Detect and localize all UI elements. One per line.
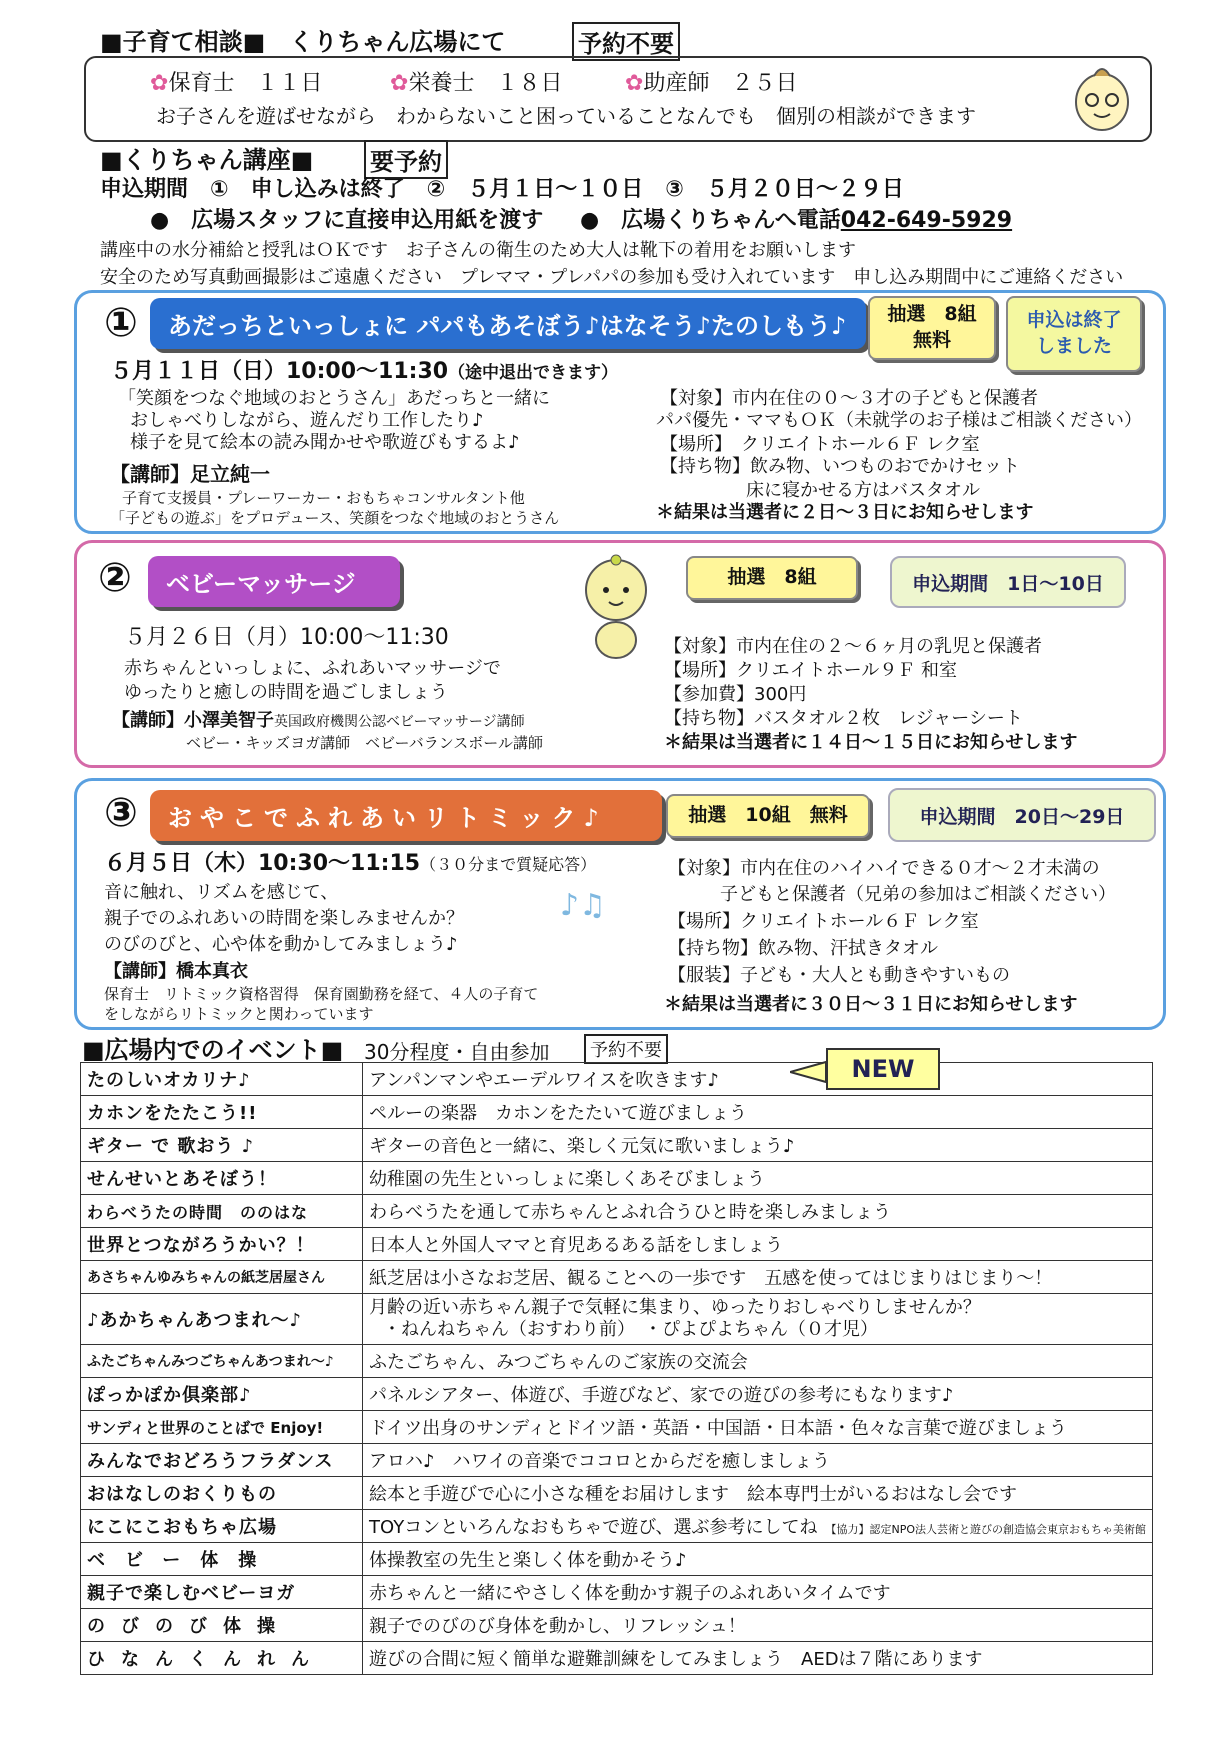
event-desc: 赤ちゃんと一緒にやさしく体を動かす親子のふれあいタイムです xyxy=(363,1576,1153,1609)
table-row xyxy=(81,1162,1153,1195)
event-desc: 絵本と手遊びで心に小さな種をお届けします 絵本専門士がいるおはなし会です xyxy=(363,1477,1153,1510)
event1-result: ＊結果は当選者に２日～３日にお知らせします xyxy=(656,502,1034,523)
consult-title: ■子育て相談■ くりちゃん広場にて xyxy=(100,28,506,56)
event3-desc-2: 親子でのふれあいの時間を楽しみませんか？ xyxy=(104,908,464,929)
event-desc: 体操教室の先生と楽しく体を動かそう♪ xyxy=(363,1543,1153,1576)
course-badge: 要予約 xyxy=(364,140,448,179)
event-name: あさちゃんゆみちゃんの紙芝居屋さん xyxy=(81,1261,363,1294)
event1-status: 申込は終了 しました xyxy=(1006,296,1142,372)
table-row xyxy=(81,1444,1153,1477)
event3-period: 申込期間 20日～29日 xyxy=(888,788,1156,842)
flower-icon: ✿ xyxy=(390,71,409,96)
table-row xyxy=(81,1510,1153,1543)
event2-result: ＊結果は当選者に１４日～１５日にお知らせします xyxy=(664,732,1078,753)
event2-lottery: 抽選 8組 xyxy=(686,556,858,600)
flower-icon: ✿ xyxy=(625,71,644,96)
consult-note: お子さんを遊ばせながら わからないこと困っていることなんでも 個別の相談ができます xyxy=(156,104,976,128)
event-desc: わらべうたを通して赤ちゃんとふれ合うひと時を楽しみましょう xyxy=(363,1195,1153,1228)
event2-date: ５月２６日（月）10:00～11:30 xyxy=(124,625,449,650)
table-row xyxy=(81,1195,1153,1228)
table-row xyxy=(81,1096,1153,1129)
event2-title: ベビーマッサージ xyxy=(148,556,400,607)
consult-badge: 予約不要 xyxy=(572,22,680,61)
event2-lecturer: 【講師】小澤美智子英国政府機関公認ベビーマッサージ講師 xyxy=(112,710,525,731)
event-name: ひなんくんれん xyxy=(81,1642,363,1675)
event-name: 世界とつながろうかい？！ xyxy=(81,1228,363,1261)
event-desc: ギターの音色と一緒に、楽しく元気に歌いましょう♪ xyxy=(363,1129,1153,1162)
events-title: ■広場内でのイベント■ xyxy=(82,1036,344,1064)
table-row xyxy=(81,1543,1153,1576)
event-desc: TOYコンといろんなおもちゃで遊び、選ぶ参考にしてね 【協力】認定NPO法人芸術と遊びの創造協会東京おもちゃ美術館 xyxy=(363,1510,1153,1543)
event1-target-2: パパ優先・ママもＯＫ（未就学のお子様はご相談ください） xyxy=(656,410,1142,431)
event2-place: 【場所】クリエイトホール９Ｆ 和室 xyxy=(664,660,957,681)
event2-period: 申込期間 1日～10日 xyxy=(890,556,1126,608)
event2-desc-1: 赤ちゃんといっしょに、ふれあいマッサージで xyxy=(124,658,501,679)
event2-desc-2: ゆったりと癒しの時間を過ごしましょう xyxy=(124,682,448,703)
table-row xyxy=(81,1294,1153,1345)
event-name: サンディと世界のことばで Enjoy! xyxy=(81,1411,363,1444)
course-note-2: 安全のため写真動画撮影はご遠慮ください プレママ・プレパパの参加も受け入れています 申し込み期間中にご連絡ください xyxy=(100,267,1124,288)
event-desc: 親子でのびのび身体を動かし、リフレッシュ！ xyxy=(363,1609,1153,1642)
event-desc: アンパンマンやエーデルワイスを吹きます♪ xyxy=(363,1063,1153,1096)
event1-lecturer-info-2: 「子どもの遊ぶ」をプロデュース、笑顔をつなぐ地域のおとうさん xyxy=(110,509,560,527)
table-row xyxy=(81,1228,1153,1261)
event3-desc-1: 音に触れ、リズムを感じて、 xyxy=(104,882,339,903)
events-note: 30分程度・自由参加 xyxy=(364,1040,550,1064)
table-row xyxy=(81,1129,1153,1162)
table-row xyxy=(81,1411,1153,1444)
event-name: にこにこおもちゃ広場 xyxy=(81,1510,363,1543)
event-name: カホンをたたこう!! xyxy=(81,1096,363,1129)
event-desc: 日本人と外国人ママと育児あるある話をしましょう xyxy=(363,1228,1153,1261)
event-name: ギター で 歌おう ♪ xyxy=(81,1129,363,1162)
consult-item-2: ✿栄養士 １８日 xyxy=(390,71,563,96)
event1-number: ① xyxy=(104,300,138,346)
event-name: みんなでおどろうフラダンス xyxy=(81,1444,363,1477)
table-row xyxy=(81,1378,1153,1411)
table-row xyxy=(81,1576,1153,1609)
event3-lecturer: 【講師】橋本真衣 xyxy=(104,961,248,982)
event-desc: ペルーの楽器 カホンをたたいて遊びましょう xyxy=(363,1096,1153,1129)
table-row xyxy=(81,1642,1153,1675)
kuri-chan-mascot-icon xyxy=(1070,62,1134,134)
consult-item-1: ✿保育士 １１日 xyxy=(150,71,323,96)
event-desc: ふたごちゃん、みつごちゃんのご家族の交流会 xyxy=(363,1345,1153,1378)
event3-result: ＊結果は当選者に３０日～３１日にお知らせします xyxy=(664,994,1078,1015)
event3-target-2: 子どもと保護者（兄弟の参加はご相談ください） xyxy=(720,884,1116,905)
event1-desc-2: おしゃべりしながら、遊んだり工作したり♪ xyxy=(130,410,484,431)
event-desc: 遊びの合間に短く簡単な避難訓練をしてみましょう AEDは７階にあります xyxy=(363,1642,1153,1675)
event-name: ♪あかちゃんあつまれ～♪ xyxy=(81,1294,363,1345)
course-method-1: ● 広場スタッフに直接申込用紙を渡す xyxy=(150,208,544,233)
event-name: ふたごちゃんみつごちゃんあつまれ～♪ xyxy=(81,1345,363,1378)
table-row xyxy=(81,1345,1153,1378)
event-desc: パネルシアター、体遊び、手遊びなど、家での遊びの参考にもなります♪ xyxy=(363,1378,1153,1411)
new-badge: NEW xyxy=(826,1048,940,1090)
event2-number: ② xyxy=(98,555,132,601)
event-desc: 幼稚園の先生といっしょに楽しくあそびましょう xyxy=(363,1162,1153,1195)
event2-target: 【対象】市内在住の２～６ヶ月の乳児と保護者 xyxy=(664,636,1042,657)
table-row xyxy=(81,1063,1153,1096)
event1-desc-1: 「笑顔をつなぐ地域のおとうさん」あだっちと一緒に xyxy=(118,388,550,409)
course-note-1: 講座中の水分補給と授乳はＯＫです お子さんの衛生のため大人は靴下の着用をお願いします xyxy=(100,240,856,261)
event3-lecturer-info-1: 保育士 リトミック資格習得 保育園勤務を経て、４人の子育て xyxy=(104,985,539,1003)
event-desc: ドイツ出身のサンディとドイツ語・英語・中国語・日本語・色々な言葉で遊びましょう xyxy=(363,1411,1153,1444)
event-name: ぽっかぽか倶楽部♪ xyxy=(81,1378,363,1411)
event-desc: 紙芝居は小さなお芝居、観ることへの一歩です 五感を使ってはじまりはじまり～！ xyxy=(363,1261,1153,1294)
baby-mascot-icon xyxy=(576,552,656,662)
course-period: 申込期間 ① 申し込みは終了 ② ５月１日～１０日 ③ ５月２０日～２９日 xyxy=(100,177,904,202)
event1-title: あだっちといっしょに パパもあそぼう♪はなそう♪たのしもう♪ xyxy=(150,298,866,349)
event-name: のびのび体操 xyxy=(81,1609,363,1642)
event1-lottery: 抽選 8組 無料 xyxy=(868,296,996,360)
events-table xyxy=(80,1062,1153,1675)
flower-icon: ✿ xyxy=(150,71,169,96)
event-name: せんせいとあそぼう！ xyxy=(81,1162,363,1195)
event-name: おはなしのおくりもの xyxy=(81,1477,363,1510)
course-title: ■くりちゃん講座■ xyxy=(100,146,314,174)
event1-bring-2: 床に寝かせる方はバスタオル xyxy=(746,480,980,501)
event2-bring: 【持ち物】バスタオル２枚 レジャーシート xyxy=(664,708,1023,729)
event3-date: ６月５日（木）10:30～11:15（３０分まで質疑応答） xyxy=(104,851,597,876)
table-row xyxy=(81,1477,1153,1510)
event3-place: 【場所】クリエイトホール６Ｆ レク室 xyxy=(668,911,979,932)
events-badge: 予約不要 xyxy=(584,1034,668,1064)
event3-bring: 【持ち物】飲み物、汗拭きタオル xyxy=(668,938,938,959)
event1-date: ５月１１日（日）10:00～11:30（途中退出できます） xyxy=(110,359,619,384)
event-name: ベビー体操 xyxy=(81,1543,363,1576)
event1-lecturer-info-1: 子育て支援員・プレーワーカー・おもちゃコンサルタント他 xyxy=(122,489,525,507)
event3-clothes: 【服装】子ども・大人とも動きやすいもの xyxy=(668,965,1010,986)
event1-desc-3: 様子を見て絵本の読み聞かせや歌遊びもするよ♪ xyxy=(130,432,520,453)
event3-number: ③ xyxy=(104,790,138,836)
table-row xyxy=(81,1609,1153,1642)
music-notes-icon: ♪♫ xyxy=(560,888,607,923)
event2-lecturer-info-2: ベビー・キッズヨガ講師 ベビーバランスボール講師 xyxy=(186,734,544,752)
event-name: 親子で楽しむベビーヨガ xyxy=(81,1576,363,1609)
event3-lottery: 抽選 10組 無料 xyxy=(666,794,870,838)
event3-lecturer-info-2: をしながらリトミックと関わっています xyxy=(104,1005,374,1023)
event1-place: 【場所】 クリエイトホール６Ｆ レク室 xyxy=(660,434,980,455)
course-method-2: ● 広場くりちゃんへ電話042-649-5929 xyxy=(580,208,1013,233)
phone-number[interactable]: 042-649-5929 xyxy=(840,208,1013,233)
event-name: わらべうたの時間 ののはな xyxy=(81,1195,363,1228)
event-desc: 月齢の近い赤ちゃん親子で気軽に集まり、ゆったりおしゃべりしませんか？ ・ねんねちゃん（おすわり前） ・ぴよぴよちゃん（０才児） xyxy=(363,1294,1153,1345)
event3-target: 【対象】市内在住のハイハイできる０才～２才未満の xyxy=(668,858,1100,879)
event3-title: おやこでふれあいリトミック♪ xyxy=(150,790,662,841)
table-row xyxy=(81,1261,1153,1294)
event1-target: 【対象】市内在住の０～３才の子どもと保護者 xyxy=(660,388,1038,409)
event3-desc-3: のびのびと、心や体を動かしてみましょう♪ xyxy=(104,934,458,955)
event2-fee: 【参加費】300円 xyxy=(664,684,807,705)
event1-bring: 【持ち物】飲み物、いつものおでかけセット xyxy=(660,456,1020,477)
event-name: たのしいオカリナ♪ xyxy=(81,1063,363,1096)
consult-item-3: ✿助産師 ２５日 xyxy=(625,71,798,96)
event1-lecturer: 【講師】足立純一 xyxy=(110,462,270,486)
event-desc: アロハ♪ ハワイの音楽でココロとからだを癒しましょう xyxy=(363,1444,1153,1477)
